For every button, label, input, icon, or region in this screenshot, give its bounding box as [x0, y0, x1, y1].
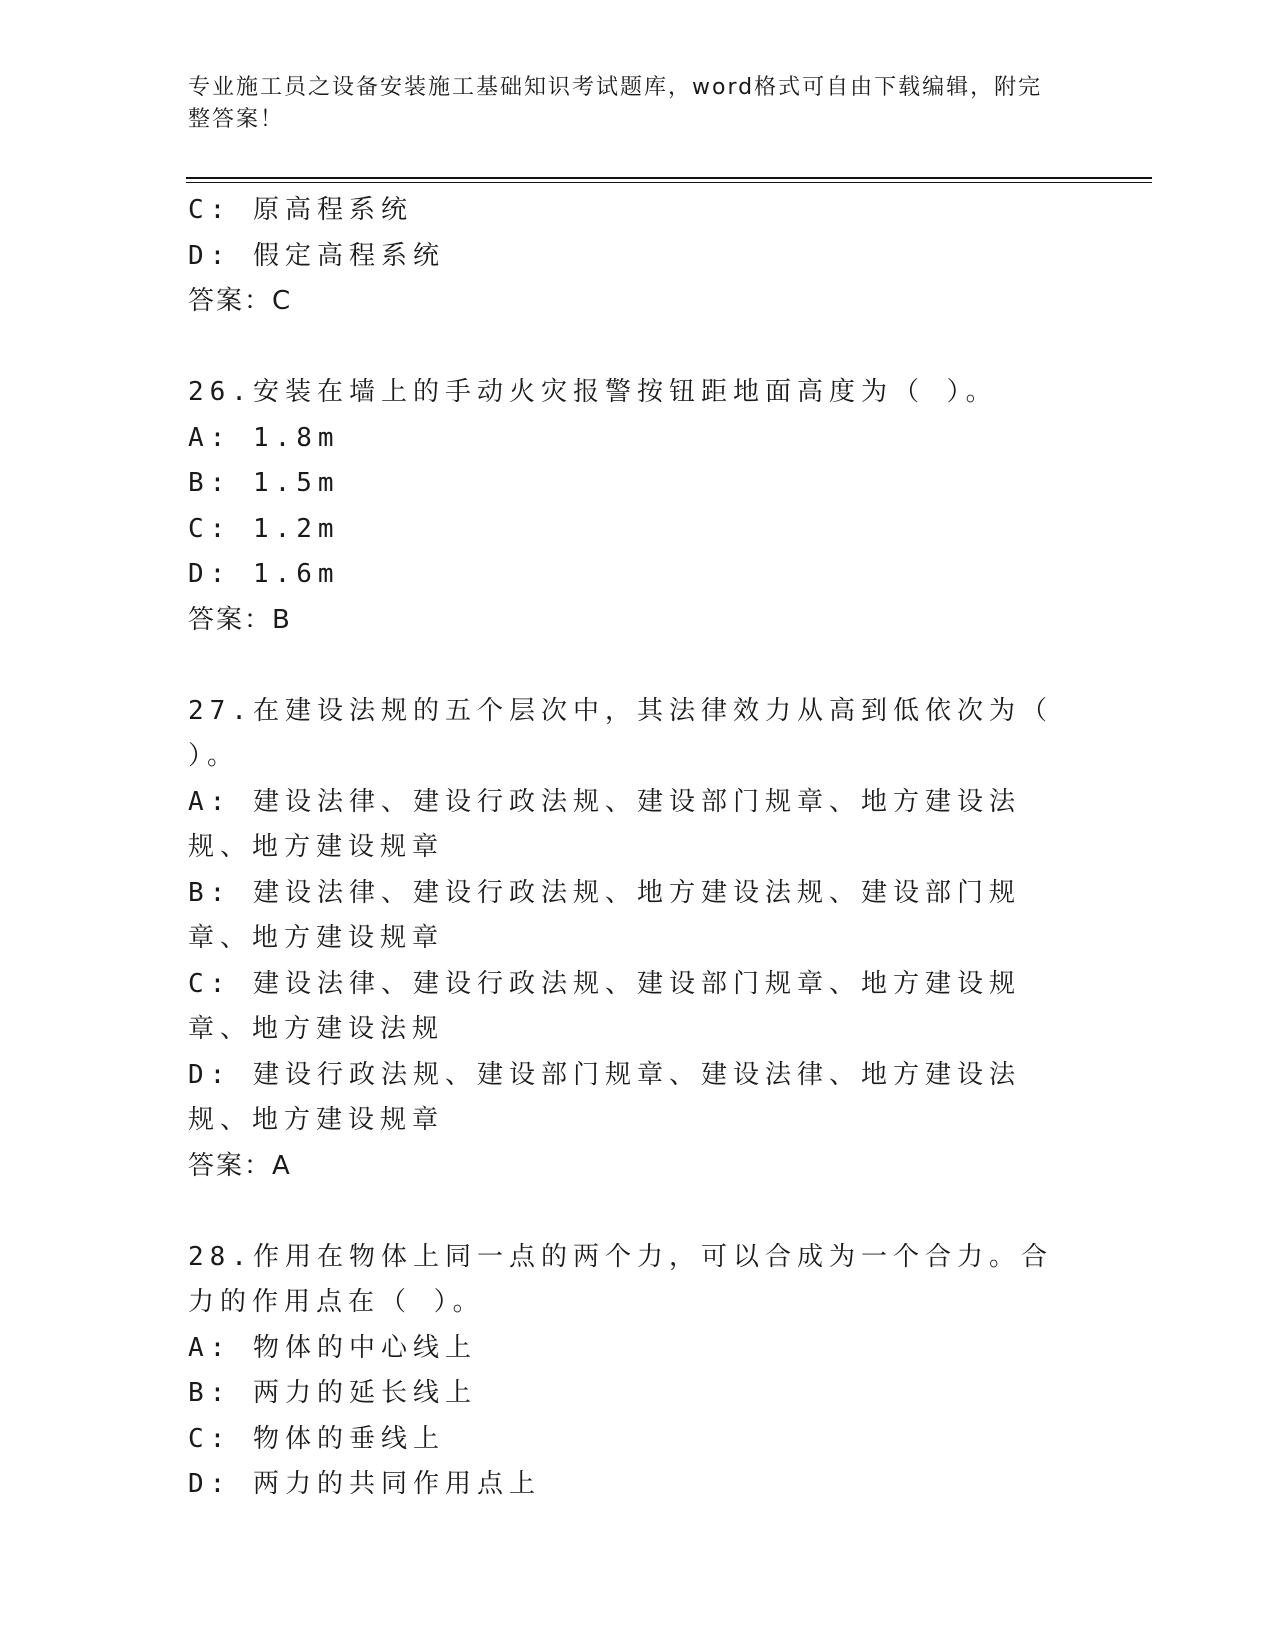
q26-question: 26.安装在墙上的手动火灾报警按钮距地面高度为（ ）。 [188, 377, 998, 407]
q27-option-b: B: 建设法律、建设行政法规、地方建设法规、建设部门规章、地方建设规章 [188, 877, 1021, 953]
q28-option-d: D: 两力的共同作用点上 [188, 1469, 541, 1499]
question-25-remainder [188, 188, 1088, 325]
q28-option-a: A: 物体的中心线上 [188, 1332, 477, 1363]
q26-option-b: B: 1.5m [188, 468, 340, 498]
q27-question: 27.在建设法规的五个层次中，其法律效力从高到低依次为（ ）。 [188, 695, 1075, 771]
document-header [188, 72, 1068, 136]
question-27 [188, 689, 1088, 1190]
spacer [188, 643, 1088, 689]
spacer [188, 325, 1088, 371]
q26-answer: 答案：B [188, 604, 292, 635]
q27-option-c: C: 建设法律、建设行政法规、建设部门规章、地方建设规章、地方建设法规 [188, 968, 1021, 1044]
q27-option-a: A: 建设法律、建设行政法规、建设部门规章、地方建设法规、地方建设规章 [188, 786, 1021, 862]
header-line-1: 专业施工员之设备安装施工基础知识考试题库，word格式可自由下载编辑，附完 [188, 75, 1043, 100]
q28-question: 28.作用在物体上同一点的两个力，可以合成为一个合力。合力的作用点在（ ）。 [188, 1241, 1053, 1317]
q26-option-d: D: 1.6m [188, 559, 340, 589]
question-26 [188, 370, 1088, 643]
header-divider-thin [186, 182, 1152, 183]
q25-answer: 答案：C [188, 286, 293, 316]
header-divider-thick [186, 177, 1152, 179]
q25-option-c: C: 原高程系统 [188, 195, 413, 225]
q28-option-b: B: 两力的延长线上 [188, 1378, 477, 1408]
q26-option-c: C: 1.2m [188, 513, 340, 544]
header-line-2: 整答案！ [188, 107, 285, 132]
question-list [188, 188, 1088, 1508]
q28-option-c: C: 物体的垂线上 [188, 1423, 445, 1454]
q27-option-d: D: 建设行政法规、建设部门规章、建设法律、地方建设法规、地方建设规章 [188, 1059, 1021, 1135]
spacer [188, 1189, 1088, 1235]
q27-answer: 答案：A [188, 1150, 292, 1181]
q25-option-d: D: 假定高程系统 [188, 240, 445, 271]
question-28 [188, 1235, 1088, 1508]
q26-option-a: A: 1.8m [188, 422, 340, 453]
